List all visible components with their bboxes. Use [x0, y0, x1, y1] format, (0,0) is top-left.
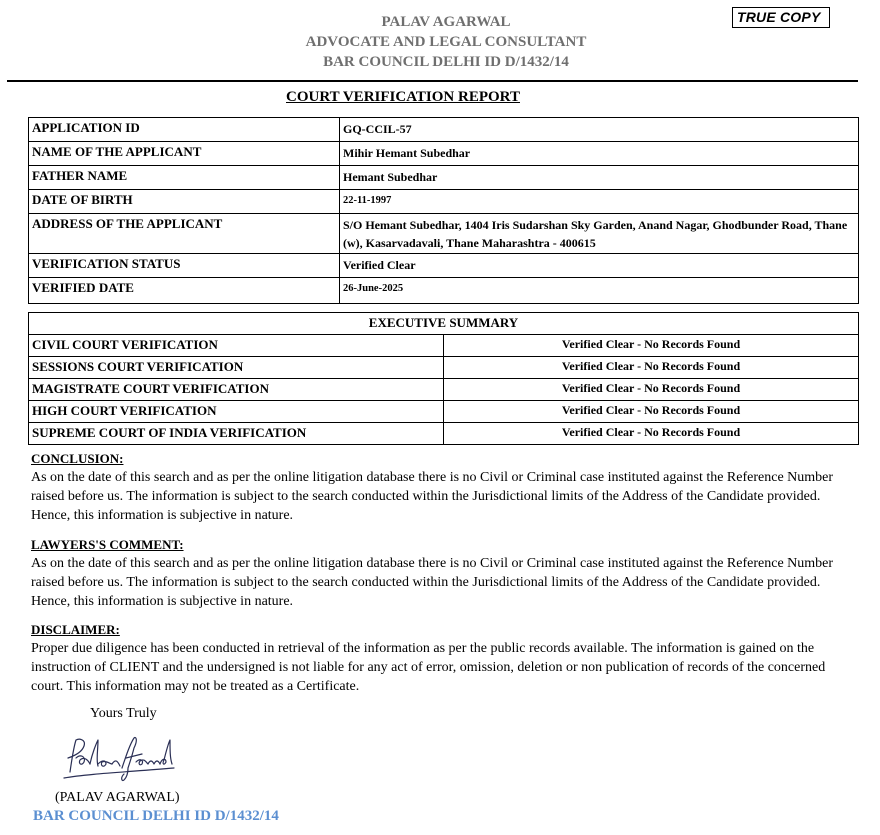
table-row	[29, 423, 859, 445]
executive-summary-title: EXECUTIVE SUMMARY	[29, 313, 859, 335]
disclaimer-heading: DISCLAIMER:	[31, 622, 120, 637]
verified-date-label: VERIFIED DATE	[29, 278, 340, 304]
civil-court-label: CIVIL COURT VERIFICATION	[29, 335, 444, 357]
application-id-value: GQ-CCIL-57	[340, 118, 859, 142]
closing-salutation: Yours Truly	[90, 706, 157, 721]
executive-summary-table	[28, 312, 859, 445]
table-row	[29, 254, 859, 278]
high-court-label: HIGH COURT VERIFICATION	[29, 401, 444, 423]
magistrate-court-value: Verified Clear - No Records Found	[444, 379, 859, 401]
verification-status-label: VERIFICATION STATUS	[29, 254, 340, 278]
magistrate-court-label: MAGISTRATE COURT VERIFICATION	[29, 379, 444, 401]
advocate-designation: ADVOCATE AND LEGAL CONSULTANT	[305, 34, 587, 50]
sessions-court-label: SESSIONS COURT VERIFICATION	[29, 357, 444, 379]
table-row	[29, 357, 859, 379]
civil-court-value: Verified Clear - No Records Found	[444, 335, 859, 357]
table-row	[29, 379, 859, 401]
verified-date-value: 26-June-2025	[340, 278, 859, 304]
conclusion-heading: CONCLUSION:	[31, 451, 124, 466]
signatory-bar-id: BAR COUNCIL DELHI ID D/1432/14	[33, 808, 279, 824]
table-row	[29, 401, 859, 423]
father-name-label: FATHER NAME	[29, 166, 340, 190]
date-of-birth-label: DATE OF BIRTH	[29, 190, 340, 214]
table-row	[29, 118, 859, 142]
lawyers-comment-section	[31, 537, 851, 611]
applicant-details-table	[28, 117, 859, 304]
conclusion-text: As on the date of this search and as per the online litigation database there is no Civil or Criminal case instituted against the Reference Number raised before us. The information is subject to the search conducted within the Jurisdictional limits of the Address of the Candidate provided. Hence, this information is subjective in nature.	[31, 470, 834, 523]
handwritten-signature-icon	[56, 728, 182, 786]
conclusion-section	[31, 451, 851, 525]
applicant-name-value: Mihir Hemant Subedhar	[340, 142, 859, 166]
advocate-bar-id: BAR COUNCIL DELHI ID D/1432/14	[323, 54, 569, 70]
date-of-birth-value: 22-11-1997	[340, 190, 859, 214]
true-copy-stamp: TRUE COPY	[732, 7, 830, 28]
table-row	[29, 166, 859, 190]
table-row	[29, 278, 859, 304]
report-title	[0, 89, 806, 106]
address-label: ADDRESS OF THE APPLICANT	[29, 214, 340, 254]
advocate-name: PALAV AGARWAL	[381, 14, 511, 30]
signatory-name: (PALAV AGARWAL)	[55, 790, 180, 805]
table-row	[29, 214, 859, 254]
table-row	[29, 142, 859, 166]
father-name-value: Hemant Subedhar	[340, 166, 859, 190]
report-title-text: COURT VERIFICATION REPORT	[286, 89, 520, 105]
table-row	[29, 335, 859, 357]
header-divider	[7, 80, 858, 82]
supreme-court-label: SUPREME COURT OF INDIA VERIFICATION	[29, 423, 444, 445]
high-court-value: Verified Clear - No Records Found	[444, 401, 859, 423]
supreme-court-value: Verified Clear - No Records Found	[444, 423, 859, 445]
lawyers-comment-text: As on the date of this search and as per the online litigation database there is no Civil or Criminal case instituted against the Reference Number raised before us. The information is subject to the search conducted within the Jurisdictional limits of the Address of the Candidate provided. Hence, this information is subjective in nature.	[31, 556, 834, 609]
table-row	[29, 190, 859, 214]
lawyers-comment-heading: LAWYERS'S COMMENT:	[31, 537, 184, 552]
table-row	[29, 313, 859, 335]
applicant-name-label: NAME OF THE APPLICANT	[29, 142, 340, 166]
verification-status-value: Verified Clear	[340, 254, 859, 278]
disclaimer-section	[31, 622, 851, 696]
sessions-court-value: Verified Clear - No Records Found	[444, 357, 859, 379]
disclaimer-text: Proper due diligence has been conducted in retrieval of the information as per the public records available. The information is gained on the instruction of CLIENT and the undersigned is not liable for any act of error, omission, deletion or non publication of records of the concerned court. This information may not be treated as a Certificate.	[31, 641, 826, 694]
application-id-label: APPLICATION ID	[29, 118, 340, 142]
address-value: S/O Hemant Subedhar, 1404 Iris Sudarshan Sky Garden, Anand Nagar, Ghodbunder Road, Thane (w), Kasarvadavali, Thane Maharashtra - 400615	[340, 214, 859, 254]
